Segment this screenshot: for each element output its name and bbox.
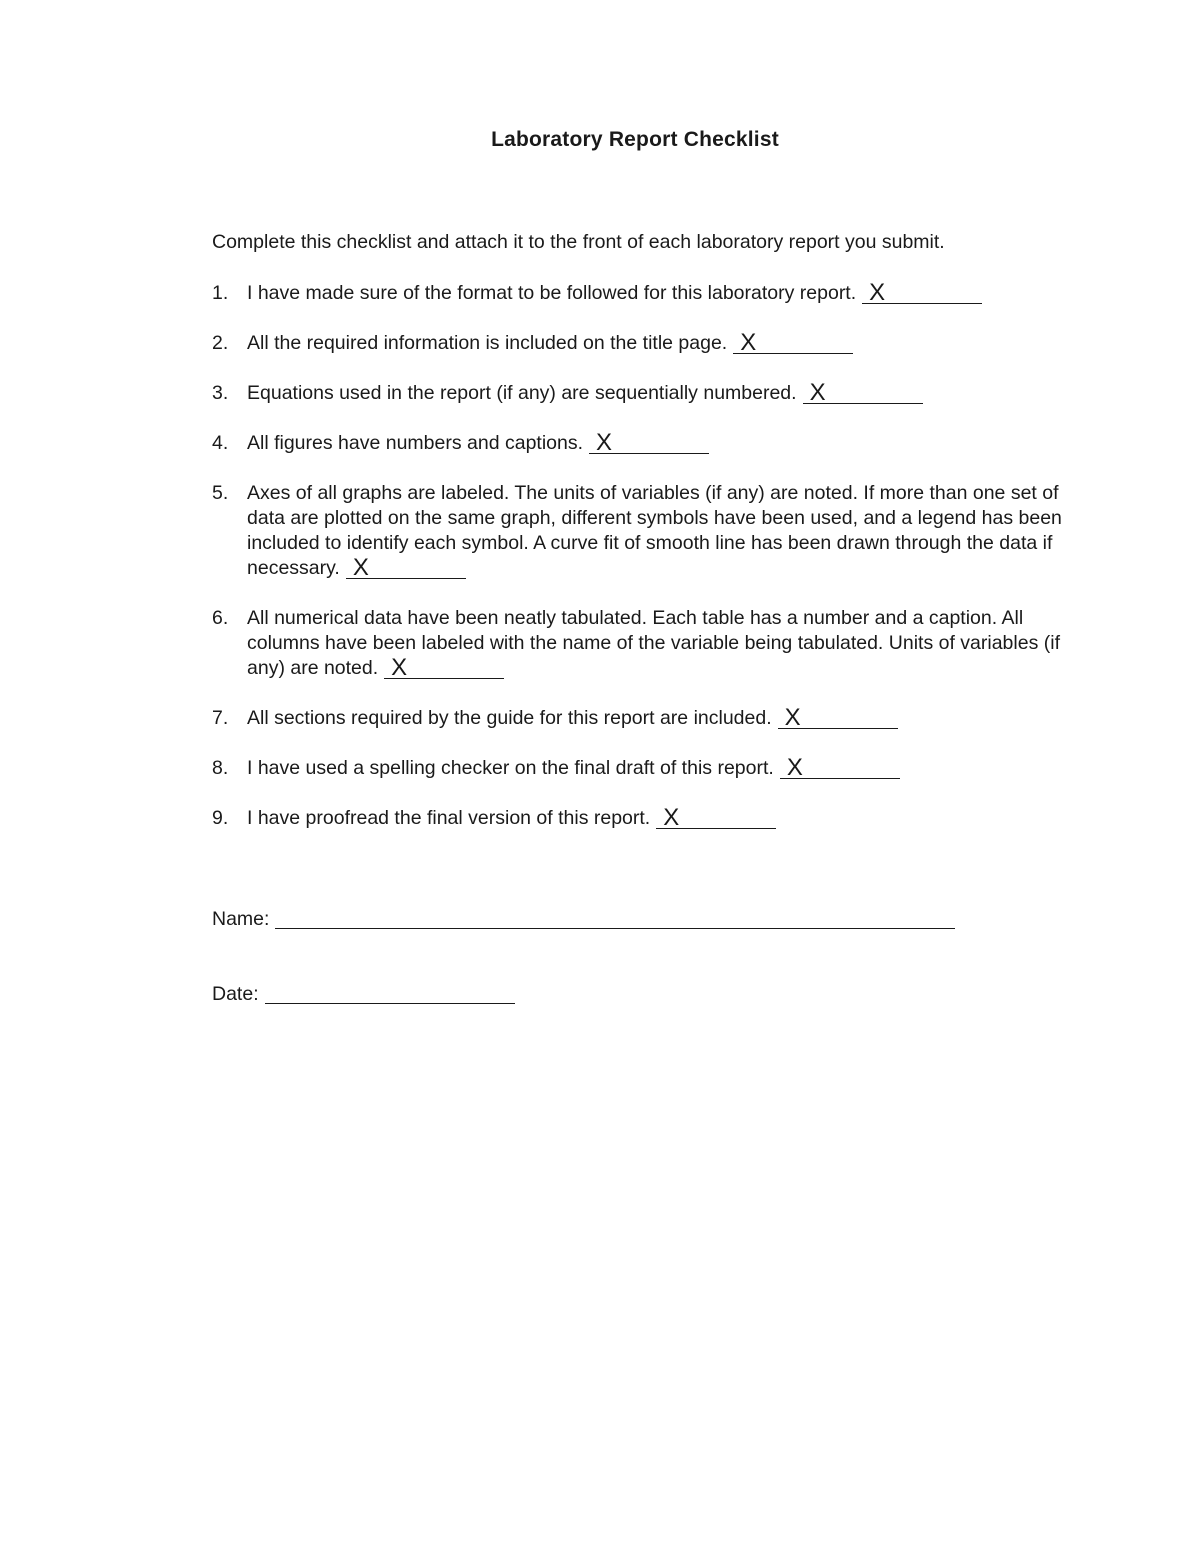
item-text: I have made sure of the format to be followed for this laboratory report. (247, 282, 857, 304)
check-mark: X (663, 804, 680, 831)
item-text: I have proofread the final version of this report. (247, 807, 651, 829)
item-number: 3. (212, 382, 229, 404)
item-text: All sections required by the guide for this report are included. (247, 707, 772, 729)
check-mark-field[interactable] (656, 804, 776, 831)
item-number: 2. (212, 332, 229, 354)
item-text: Axes of all graphs are labeled. The units of variables (if any) are noted. If more than one set of data are plotted on the same graph, different symbols have been used, and a legend has been included to identify each symbol. A curve fit of smooth line has been drawn through the data if necessary. (247, 482, 1062, 579)
check-mark-field[interactable] (733, 329, 853, 356)
date-label: Date: (212, 983, 259, 1005)
check-mark: X (740, 329, 757, 356)
check-mark: X (784, 704, 801, 731)
intro-text: Complete this checklist and attach it to the front of each laboratory report you submit. (212, 231, 945, 253)
item-text: I have used a spelling checker on the final draft of this report. (247, 757, 774, 779)
check-mark-field[interactable] (778, 704, 898, 731)
item-number: 7. (212, 707, 229, 729)
check-mark: X (391, 654, 408, 681)
check-mark: X (869, 279, 886, 306)
checklist-item-9 (212, 806, 1072, 831)
check-mark: X (596, 429, 613, 456)
check-mark-field[interactable] (384, 654, 504, 681)
date-field[interactable] (265, 983, 515, 1004)
item-text: All the required information is included on the title page. (247, 332, 728, 354)
check-mark-field[interactable] (803, 379, 923, 406)
checklist-item-4 (212, 431, 1072, 456)
check-mark: X (352, 554, 369, 581)
item-number: 1. (212, 282, 229, 304)
check-mark: X (786, 754, 803, 781)
check-mark-field[interactable] (862, 279, 982, 306)
checklist-item-6 (212, 606, 1072, 681)
check-mark-field[interactable] (346, 554, 466, 581)
name-field[interactable] (275, 908, 955, 929)
item-number: 9. (212, 807, 229, 829)
check-mark-field[interactable] (780, 754, 900, 781)
page-title: Laboratory Report Checklist (491, 128, 779, 151)
checklist-item-5 (212, 481, 1072, 581)
item-text: All numerical data have been neatly tabulated. Each table has a number and a caption. All columns have been labeled with the name of the variable being tabulated. Units of variables (if any) are noted. (247, 607, 1060, 679)
date-row (212, 979, 515, 1006)
check-mark-field[interactable] (589, 429, 709, 456)
check-mark: X (809, 379, 826, 406)
item-text: Equations used in the report (if any) are sequentially numbered. (247, 382, 797, 404)
checklist-item-7 (212, 706, 1072, 731)
item-number: 6. (212, 607, 229, 629)
name-row (212, 904, 955, 931)
item-number: 4. (212, 432, 229, 454)
item-number: 8. (212, 757, 229, 779)
checklist-item-8 (212, 756, 1072, 781)
checklist-item-2 (212, 331, 1072, 356)
name-label: Name: (212, 908, 270, 930)
checklist-items (212, 281, 1072, 856)
checklist-item-1 (212, 281, 1072, 306)
item-number: 5. (212, 482, 229, 504)
checklist-item-3 (212, 381, 1072, 406)
item-text: All figures have numbers and captions. (247, 432, 584, 454)
